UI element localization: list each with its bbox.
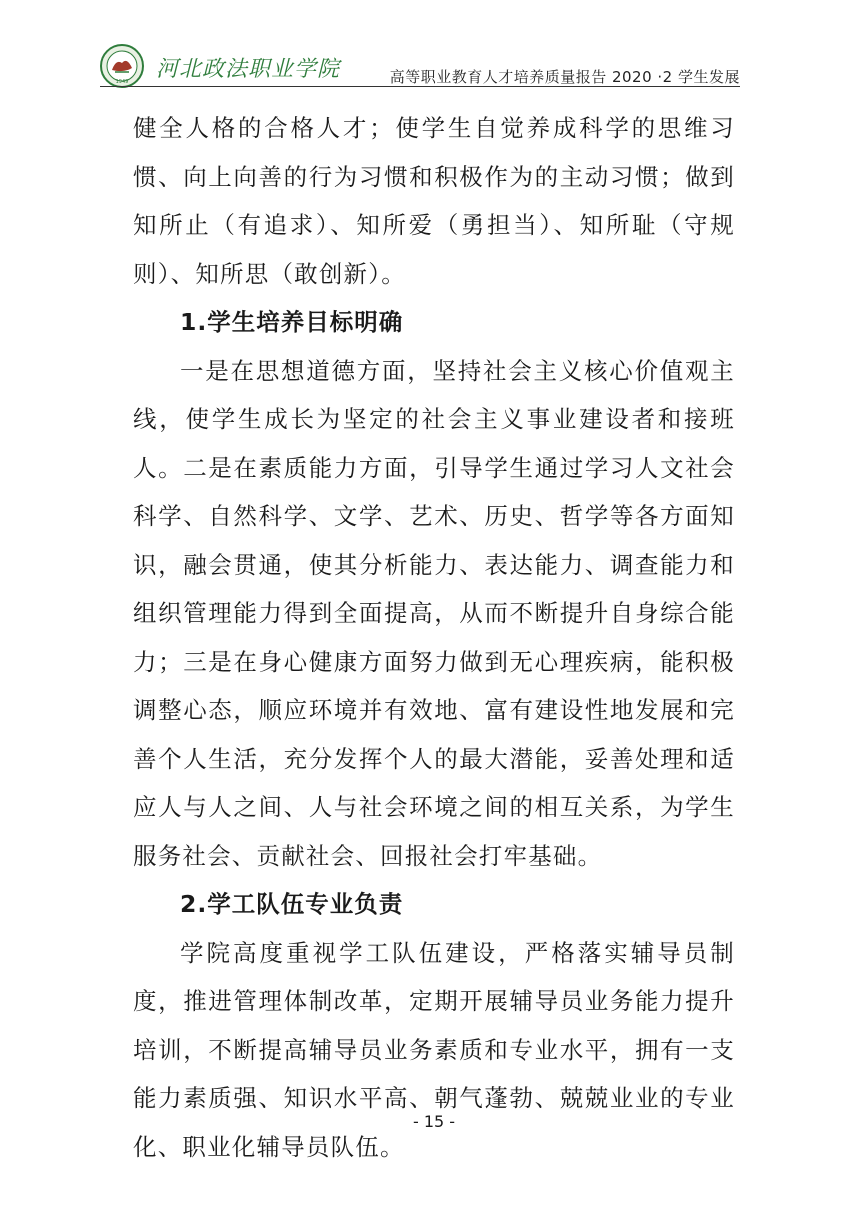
- section-paragraph-goals: 一是在思想道德方面，坚持社会主义核心价值观主线，使学生成长为坚定的社会主义事业建设者和接班人。二是在素质能力方面，引导学生通过学习人文社会科学、自然科学、文学、艺术、历史、哲学等各方面知识，融会贯通，使其分析能力、表达能力、调查能力和组织管理能力得到全面提高，从而不断提升自身综合能力；三是在身心健康方面努力做到无心理疾病，能积极调整心态，顺应环境并有效地、富有建设性地发展和完善个人生活，充分发挥个人的最大潜能，妥善处理和适应人与人之间、人与社会环境之间的相互关系，为学生服务社会、贡献社会、回报社会打牢基础。: [133, 356, 735, 870]
- header-divider: [100, 86, 740, 87]
- section-paragraph-team: 学院高度重视学工队伍建设，严格落实辅导员制度，推进管理体制改革，定期开展辅导员业务能力提升培训，不断提高辅导员业务素质和专业水平，拥有一支能力素质强、知识水平高、朝气蓬勃、兢兢业业的专业化、职业化辅导员队伍。: [133, 938, 735, 1161]
- college-seal-icon: [100, 44, 144, 88]
- seal-year: 1949: [115, 79, 129, 85]
- page-header: [100, 44, 740, 88]
- intro-paragraph: 健全人格的合格人才；使学生自觉养成科学的思维习惯、向上向善的行为习惯和积极作为的主动习惯；做到知所止（有追求）、知所爱（勇担当）、知所耻（守规则）、知所思（敢创新）。: [133, 114, 735, 288]
- section-heading-team: 2.学工队伍专业负责: [180, 890, 404, 918]
- page-body: [133, 104, 735, 1171]
- section-heading-goals: 1.学生培养目标明确: [180, 308, 404, 336]
- college-logo-text: 河北政法职业学院: [156, 57, 341, 82]
- report-title: 高等职业教育人才培养质量报告 2020 ·2 学生发展: [389, 68, 740, 86]
- page-number: - 15 -: [412, 1112, 456, 1131]
